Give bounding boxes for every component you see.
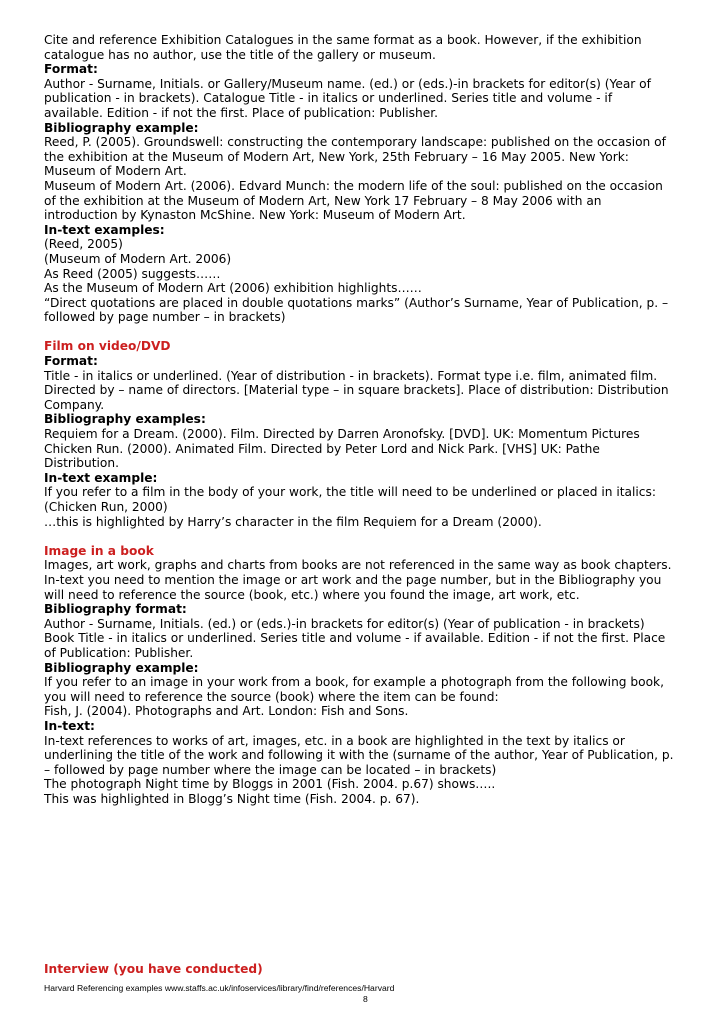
subheading: Bibliography example: [44, 660, 199, 675]
text-line: Title - in italics or underlined. (Year of distribution - in brackets). Format type i.e. film, animated film. [44, 368, 658, 383]
text-line: catalogue has no author, use the title of the gallery or museum. [44, 47, 436, 62]
text-line: available. Edition - if not the first. Place of publication: Publisher. [44, 105, 438, 120]
text-line: Author - Surname, Initials. or Gallery/Museum name. (ed.) or (eds.)-in brackets for editor(s) (Year of [44, 76, 651, 91]
text-line: Fish, J. (2004). Photographs and Art. London: Fish and Sons. [44, 704, 409, 719]
exhibition-section [44, 33, 690, 325]
text-line: Distribution. [44, 456, 119, 471]
text-line: followed by page number – in brackets) [44, 310, 286, 325]
spacer [44, 529, 690, 544]
subheading: In-text: [44, 718, 95, 733]
text-line: the exhibition at the Museum of Modern Art, New York, 25th February – 16 May 2005. New York: [44, 149, 629, 164]
text-line: (Museum of Modern Art. 2006) [44, 251, 232, 266]
text-line: As Reed (2005) suggests…… [44, 266, 221, 281]
subheading: Format: [44, 62, 98, 77]
text-line: Author - Surname, Initials. (ed.) or (eds.)-in brackets for editor(s) (Year of publication - in brackets) [44, 616, 645, 631]
text-line: Book Title - in italics or underlined. Series title and volume - if available. Edition - if not the first. Place [44, 631, 666, 646]
spacer [44, 325, 690, 340]
text-line: publication - in brackets). Catalogue Title - in italics or underlined. Series title and volume - if [44, 91, 613, 106]
text-line: The photograph Night time by Bloggs in 2001 (Fish. 2004. p.67) shows….. [44, 777, 496, 792]
subheading: Bibliography example: [44, 120, 199, 135]
subheading: In-text examples: [44, 222, 165, 237]
text-line: This was highlighted in Blogg’s Night time (Fish. 2004. p. 67). [44, 791, 420, 806]
text-line: As the Museum of Modern Art (2006) exhibition highlights…… [44, 281, 422, 296]
interview-heading: Interview (you have conducted) [44, 962, 263, 976]
film-heading: Film on video/DVD [44, 339, 171, 354]
text-line: you will need to reference the source (book) where the item can be found: [44, 689, 499, 704]
text-line: (Reed, 2005) [44, 237, 123, 252]
document-page [44, 33, 690, 806]
subheading: Format: [44, 354, 98, 369]
page-number: 8 [363, 994, 368, 1004]
text-line: In-text you need to mention the image or art work and the page number, but in the Bibliography you [44, 572, 662, 587]
text-line: …this is highlighted by Harry’s character in the film Requiem for a Dream (2000). [44, 514, 542, 529]
text-line: “Direct quotations are placed in double quotations marks” (Author’s Surname, Year of Publication, p. – [44, 295, 669, 310]
text-line: Requiem for a Dream. (2000). Film. Directed by Darren Aronofsky. [DVD]. UK: Momentum Pictures [44, 427, 640, 442]
text-line: – followed by page number where the image can be located – in brackets) [44, 762, 497, 777]
subheading: Bibliography examples: [44, 412, 206, 427]
image-book-section [44, 558, 690, 806]
image-book-heading: Image in a book [44, 543, 154, 558]
text-line: In-text references to works of art, images, etc. in a book are highlighted in the text by italics or [44, 733, 625, 748]
page-footer [44, 983, 690, 1005]
text-line: will need to reference the source (book, etc.) where you found the image, art work, etc. [44, 587, 580, 602]
text-line: Museum of Modern Art. (2006). Edvard Munch: the modern life of the soul: published on the occasion [44, 178, 663, 193]
text-line: Chicken Run. (2000). Animated Film. Directed by Peter Lord and Nick Park. [VHS] UK: Pathe [44, 441, 600, 456]
text-line: If you refer to a film in the body of your work, the title will need to be underlined or placed in italics: [44, 485, 656, 500]
text-line: of the exhibition at the Museum of Modern Art, New York 17 February – 8 May 2006 with an [44, 193, 602, 208]
subheading: In-text example: [44, 470, 158, 485]
text-line: Company. [44, 397, 105, 412]
text-line: If you refer to an image in your work from a book, for example a photograph from the following book, [44, 675, 664, 690]
text-line: Directed by – name of directors. [Material type – in square brackets]. Place of distribution: Distribution [44, 383, 669, 398]
text-line: Cite and reference Exhibition Catalogues in the same format as a book. However, if the exhibition [44, 33, 642, 47]
film-section [44, 354, 690, 529]
text-line: (Chicken Run, 2000) [44, 500, 168, 514]
text-line: Museum of Modern Art. [44, 164, 187, 179]
subheading: Bibliography format: [44, 602, 187, 617]
text-line: introduction by Kynaston McShine. New York: Museum of Modern Art. [44, 208, 466, 223]
text-line: underlining the title of the work and following it with the (surname of the author, Year of Publication, p. [44, 748, 674, 763]
text-line: Images, art work, graphs and charts from books are not referenced in the same way as book chapters. [44, 558, 672, 573]
footer-text: Harvard Referencing examples www.staffs.ac.uk/infoservices/library/find/references/Harvard [44, 983, 395, 993]
text-line: of Publication: Publisher. [44, 645, 194, 660]
text-line: Reed, P. (2005). Groundswell: constructing the contemporary landscape: published on the occasion of [44, 135, 666, 150]
